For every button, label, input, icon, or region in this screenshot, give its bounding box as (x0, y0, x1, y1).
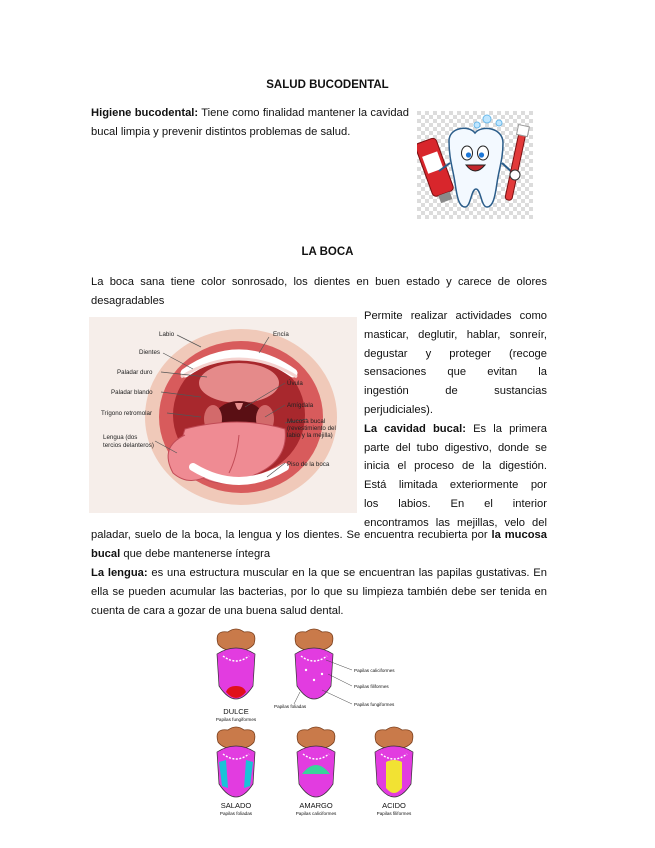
tongue-dulce (217, 629, 255, 699)
label-acido-sub: Papilas filiformes (376, 811, 412, 816)
mucosa-rest: que debe mantenerse íntegra (123, 547, 271, 560)
intro-paragraph: La boca sana tiene color sonrosado, los dientes en buen estado y carece de olores desagradables (91, 276, 547, 307)
label-mucosa-1: Mucosa bucal (287, 418, 326, 425)
tooth-cartoon-illustration (417, 111, 533, 219)
label-encia: Encía (273, 331, 289, 338)
callout-filiformes: Papilas filiformes (354, 684, 389, 689)
label-lengua-1: Lengua (dos (103, 434, 138, 441)
label-labio: Labio (159, 331, 175, 338)
tongue-taste-map (204, 628, 434, 824)
hygiene-term: Higiene bucodental: (91, 107, 199, 119)
mucosa-term: la mucosa bucal (91, 529, 547, 560)
section-title: LA BOCA (301, 246, 354, 258)
label-salado-sub: Papilas foliadas (219, 811, 253, 816)
callout-foliadas: Papilas foliadas (274, 704, 307, 709)
label-dulce: DULCE (223, 707, 249, 716)
cavity-line: los labios. En el interior (364, 497, 547, 510)
cavity-continuation-text: paladar, suelo de la boca, la lengua y los dientes. Se encuentra recubierta por (91, 529, 488, 541)
label-dulce-sub: Papilas fungiformes (215, 717, 257, 722)
functions-line: sensaciones que evitan la (364, 366, 547, 379)
label-mucosa-3: labio y la mejilla) (287, 432, 333, 439)
cavity-term: La cavidad bucal: (364, 422, 466, 435)
label-acido: ACIDO (382, 801, 406, 810)
tongue-amargo (297, 727, 335, 797)
functions-column (364, 307, 547, 533)
cavity-line (364, 420, 547, 439)
label-paladar-duro: Paladar duro (117, 369, 153, 376)
cavity-text: Es la primera (473, 422, 548, 435)
callout-caliciformes: Papilas caliciformes (354, 668, 395, 673)
cavity-line: parte del tubo digestivo, donde se (364, 441, 547, 454)
callout-fungiformes: Papilas fungiformes (354, 702, 395, 707)
label-paladar-blando: Paladar blando (111, 389, 153, 396)
tongue-paragraph (91, 564, 547, 620)
cavity-line: Está limitada exteriormente por (364, 479, 547, 492)
label-uvula: Úvula (287, 380, 303, 387)
tongue-salado (217, 727, 255, 797)
functions-line: ingestión de sustancias (364, 385, 547, 398)
label-trigono: Trígono retromolar (101, 410, 153, 417)
label-lengua-2: tercios delanteros) (103, 442, 154, 449)
tongue-acido (375, 727, 413, 797)
tongue-text: es una estructura muscular en la que se encuentran las papilas gustativas. En ella se pueden acumular las bacterias, por lo que su limpieza también debe ser tenida en cuenta de cara a gozar de una buena salud dental. (91, 567, 547, 617)
label-salado: SALADO (220, 801, 252, 810)
label-amigdala: Amígdala (287, 402, 314, 409)
label-mucosa-2: (revestimiento del (287, 425, 336, 432)
functions-line: Permite realizar actividades como (364, 310, 547, 322)
label-piso: Piso de la boca (287, 461, 330, 468)
functions-line: masticar, deglutir, hablar, sonreír, (364, 328, 547, 341)
functions-line: degustar y proteger (recoge (364, 347, 547, 360)
functions-line: perjudiciales). (364, 403, 434, 416)
hygiene-paragraph (91, 104, 409, 142)
label-dientes: Dientes (139, 349, 160, 356)
label-amargo: AMARGO (299, 801, 333, 810)
tongue-annotated (295, 629, 333, 699)
mouth-anatomy-diagram (89, 317, 357, 513)
label-amargo-sub: Papilas caliciformes (295, 811, 337, 816)
cavity-continuation (91, 526, 547, 564)
tongue-term: La lengua: (91, 567, 148, 579)
cavity-line: inicia el proceso de la digestión. (364, 460, 547, 473)
hygiene-text: Tiene como finalidad mantener la cavidad bucal limpia y prevenir distintos problemas de salud. (91, 107, 409, 138)
page-title: SALUD BUCODENTAL (266, 79, 389, 91)
cavity-line: encontramos las mejillas, velo del (364, 516, 547, 529)
